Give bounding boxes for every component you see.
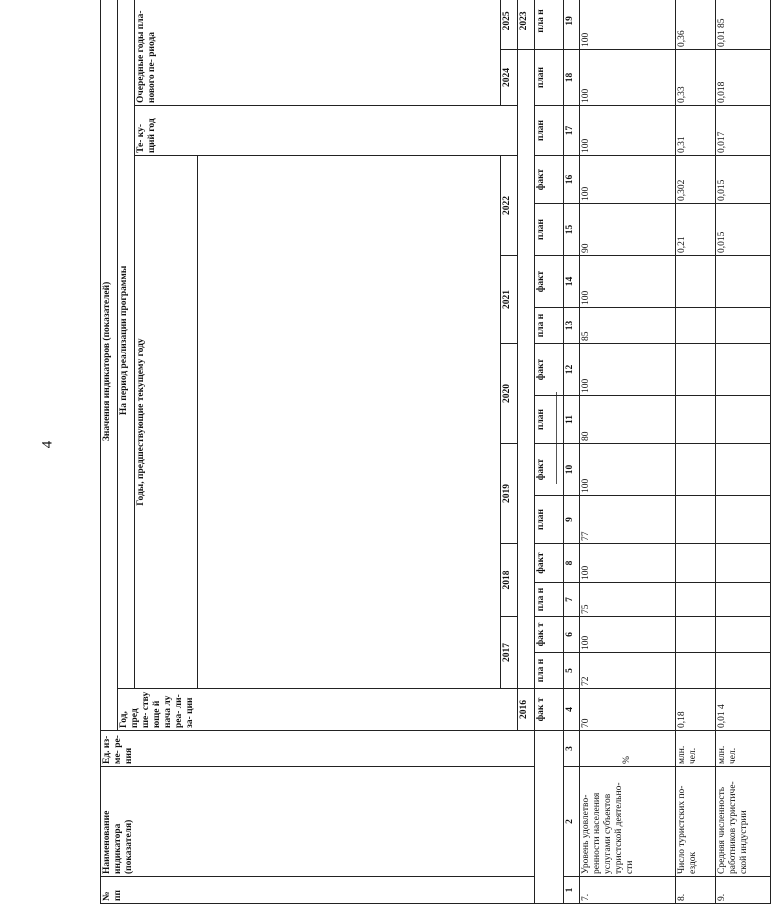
row-num: 8. [676,877,716,904]
col-label: факт [535,256,564,308]
row-value: 80 [580,396,676,444]
header-base-year: Год, пред ше- ству юще й нача лу реа- ли- за- ции [118,689,518,731]
col-label: факт [535,156,564,204]
year-2025: 2025 [501,0,518,50]
year-2024: 2024 [501,50,518,106]
header-name: Наименование индикатора (показателя) [101,767,535,877]
row-value: 70 [580,689,676,731]
col-number: 7 [564,583,580,617]
row-value: 0,01 4 [716,689,771,731]
year-2021: 2021 [501,256,518,344]
row-name: Уровень удовлетво- ренности населения услугами субъектов туристской деятельно- сти [580,767,676,877]
header-current-year: Те- ку- щий год [135,106,518,156]
row-num: 9. [716,877,771,904]
col-number: 4 [564,689,580,731]
col-number: 10 [564,444,580,496]
col-label: план [535,50,564,106]
row-value: 0,018 [716,50,771,106]
year-2017: 2017 [501,617,518,689]
col-number: 17 [564,106,580,156]
row-value [716,653,771,689]
header-period: На период реализации программы [118,0,135,689]
year-2023: 2023 [518,0,535,50]
header-values: Значения индикаторов (показателей) [101,0,118,731]
col-number: 16 [564,156,580,204]
row-value [676,583,716,617]
row-value [716,344,771,396]
col-number: 12 [564,344,580,396]
row-value: 0,017 [716,106,771,156]
col-number: 6 [564,617,580,653]
table-row [676,0,716,904]
col-label: план [535,106,564,156]
row-value: 0,36 [676,0,716,50]
year-2020: 2020 [501,344,518,444]
table-row [716,0,771,904]
row-name: Число туристских по- ездок [676,767,716,877]
indicator-table [100,0,771,904]
year-2016: 2016 [518,689,535,731]
row-value: 100 [580,50,676,106]
row-value: 90 [580,204,676,256]
header-prior-years: Годы, предшествующие текущему году [135,156,198,689]
header-num: № пп [101,877,535,904]
row-value [716,308,771,344]
col-number: 8 [564,544,580,583]
row-value [676,308,716,344]
row-value: 75 [580,583,676,617]
row-value [676,396,716,444]
row-value: 0,015 [716,156,771,204]
row-num: 7. [580,877,676,904]
col-number: 1 [564,877,580,904]
row-value: 0,015 [716,204,771,256]
col-number: 13 [564,308,580,344]
row-unit: млн. чел. [676,731,716,767]
col-number: 2 [564,767,580,877]
row-value [716,396,771,444]
col-label: план [535,496,564,544]
col-number: 5 [564,653,580,689]
row-value: 77 [580,496,676,544]
row-value: 0,31 [676,106,716,156]
sublabel-blank [535,731,564,904]
row-value: 100 [580,544,676,583]
col-label: план [535,204,564,256]
row-value: 0,302 [676,156,716,204]
row-value: 100 [580,0,676,50]
col-label: факт [535,544,564,583]
col-label: пла н [535,0,564,50]
col-number: 19 [564,0,580,50]
row-value: 85 [580,308,676,344]
col-label: факт [535,344,564,396]
row-value [716,583,771,617]
col-number: 11 [564,396,580,444]
row-value: 0,18 [676,689,716,731]
col-number: 18 [564,50,580,106]
row-name: Средняя численность работников туристиче- ской индустрии [716,767,771,877]
col-label: пла н [535,308,564,344]
col-number: 9 [564,496,580,544]
row-value [716,444,771,496]
header-spacer [518,50,535,689]
row-value: 100 [580,444,676,496]
row-value [676,344,716,396]
col-label: факт [535,444,564,496]
row-value [716,617,771,653]
col-label: пла н [535,653,564,689]
col-label: пла н [535,583,564,617]
row-value: 100 [580,256,676,308]
row-value: 0,01 85 [716,0,771,50]
table-row [580,0,676,904]
row-value [716,544,771,583]
col-number: 14 [564,256,580,308]
year-2018: 2018 [501,544,518,617]
row-value [716,496,771,544]
col-label: фак т [535,617,564,653]
row-value: 0,33 [676,50,716,106]
year-2022: 2022 [501,156,518,256]
header-blank-area [198,156,501,689]
row-value: 100 [580,156,676,204]
row-value [676,653,716,689]
col-number: 3 [564,731,580,767]
col-number: 15 [564,204,580,256]
row-value: 72 [580,653,676,689]
row-value [676,256,716,308]
indicator-table-sheet [100,0,749,904]
year-2019: 2019 [501,444,518,544]
row-value [676,544,716,583]
row-value: 100 [580,106,676,156]
row-value [716,256,771,308]
row-value [676,617,716,653]
row-value: 100 [580,344,676,396]
row-value [676,444,716,496]
row-unit: млн. чел. [716,731,771,767]
col-label: фак т [535,689,564,731]
header-unit: Ед. из- ме- ре- ния [101,731,535,767]
row-value: 0,21 [676,204,716,256]
col-label: план [535,396,564,444]
page-number: 4 [39,440,56,449]
row-value [676,496,716,544]
row-unit: % [580,731,676,767]
header-next-years: Очередные годы пла- нового пе- риода [135,0,501,106]
row-value: 100 [580,617,676,653]
